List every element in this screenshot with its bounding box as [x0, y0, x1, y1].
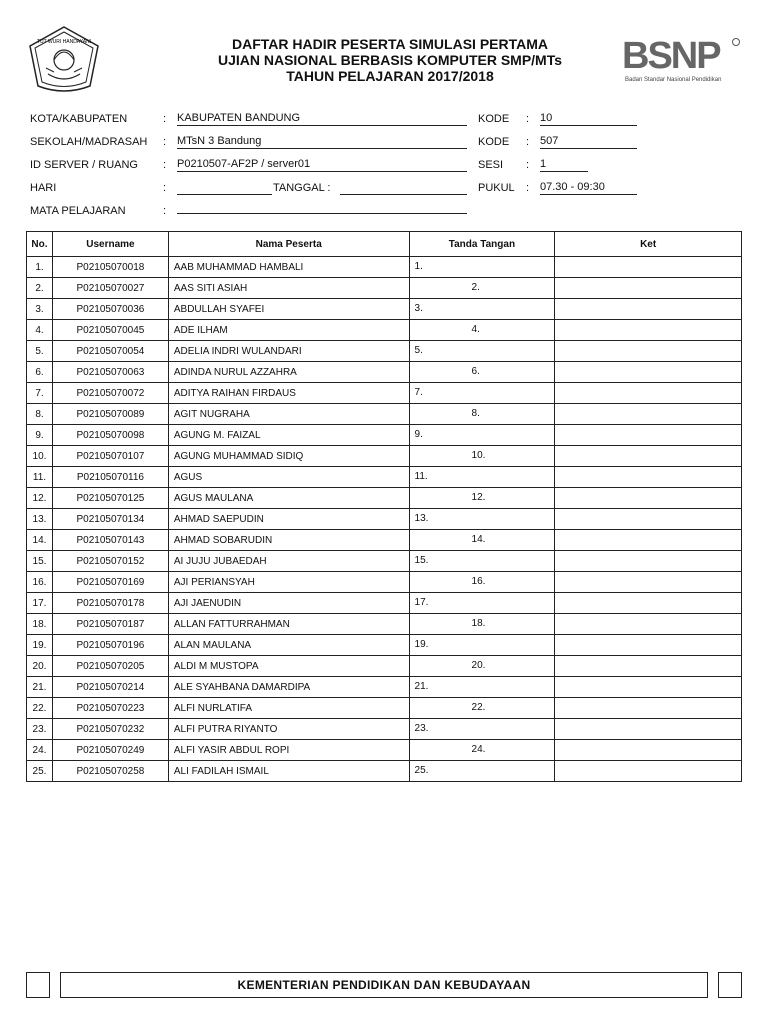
signature-number: 16.: [471, 576, 486, 587]
header-nama: Nama Peserta: [168, 232, 409, 257]
footer-box-right: [718, 972, 742, 998]
cell-ket: [555, 257, 742, 278]
cell-nama: ADELIA INDRI WULANDARI: [168, 341, 409, 362]
cell-username: P02105070054: [52, 341, 168, 362]
cell-no: 8.: [27, 404, 53, 425]
table-row: [27, 572, 742, 593]
cell-ket: [555, 719, 742, 740]
cell-no: 13.: [27, 509, 53, 530]
cell-username: P02105070098: [52, 425, 168, 446]
cell-signature: [409, 467, 555, 488]
cell-ket: [555, 698, 742, 719]
cell-username: P02105070143: [52, 530, 168, 551]
cell-nama: AJI JAENUDIN: [168, 593, 409, 614]
mapel-colon: :: [163, 205, 167, 217]
cell-ket: [555, 635, 742, 656]
sesi-colon: :: [526, 159, 530, 171]
cell-no: 24.: [27, 740, 53, 761]
cell-no: 20.: [27, 656, 53, 677]
cell-username: P02105070214: [52, 677, 168, 698]
signature-number: 6.: [471, 366, 480, 377]
cell-signature: [409, 509, 555, 530]
cell-nama: ALDI M MUSTOPA: [168, 656, 409, 677]
title-line-2: UJIAN NASIONAL BERBASIS KOMPUTER SMP/MTs: [217, 52, 563, 68]
cell-signature: [409, 425, 555, 446]
cell-username: P02105070027: [52, 278, 168, 299]
cell-no: 16.: [27, 572, 53, 593]
attendance-table: [26, 231, 742, 782]
cell-signature: [409, 404, 555, 425]
cell-ket: [555, 530, 742, 551]
header-tanda-tangan: Tanda Tangan: [409, 232, 555, 257]
table-row: [27, 446, 742, 467]
cell-username: P02105070089: [52, 404, 168, 425]
cell-no: 14.: [27, 530, 53, 551]
table-row: [27, 425, 742, 446]
signature-number: 9.: [414, 429, 423, 440]
title-line-3: TAHUN PELAJARAN 2017/2018: [286, 68, 494, 84]
cell-signature: [409, 278, 555, 299]
cell-ket: [555, 362, 742, 383]
cell-ket: [555, 278, 742, 299]
cell-username: P02105070045: [52, 320, 168, 341]
signature-number: 8.: [471, 408, 480, 419]
cell-username: P02105070178: [52, 593, 168, 614]
cell-signature: [409, 446, 555, 467]
kode1-value: 10: [540, 112, 637, 126]
tanggal-label: TANGGAL :: [273, 182, 331, 194]
kota-value: KABUPATEN BANDUNG: [177, 112, 467, 126]
cell-no: 11.: [27, 467, 53, 488]
cell-ket: [555, 320, 742, 341]
cell-no: 25.: [27, 761, 53, 782]
pukul-colon: :: [526, 182, 530, 194]
cell-username: P02105070258: [52, 761, 168, 782]
cell-nama: AGUS: [168, 467, 409, 488]
signature-number: 2.: [471, 282, 480, 293]
cell-username: P02105070036: [52, 299, 168, 320]
cell-ket: [555, 740, 742, 761]
bsnp-subtitle: Badan Standar Nasional Pendidikan: [625, 77, 722, 83]
cell-signature: [409, 719, 555, 740]
cell-nama: AGIT NUGRAHA: [168, 404, 409, 425]
table-row: [27, 551, 742, 572]
table-row: [27, 488, 742, 509]
sekolah-colon: :: [163, 136, 167, 148]
signature-number: 21.: [414, 681, 429, 692]
cell-nama: ABDULLAH SYAFEI: [168, 299, 409, 320]
cell-no: 1.: [27, 257, 53, 278]
table-row: [27, 467, 742, 488]
signature-number: 7.: [414, 387, 423, 398]
cell-no: 9.: [27, 425, 53, 446]
tut-wuri-handayani-logo-icon: [24, 24, 104, 96]
cell-username: P02105070169: [52, 572, 168, 593]
server-value: P0210507-AF2P / server01: [177, 158, 467, 172]
cell-nama: ADINDA NURUL AZZAHRA: [168, 362, 409, 383]
cell-username: P02105070134: [52, 509, 168, 530]
cell-signature: [409, 740, 555, 761]
cell-nama: AAS SITI ASIAH: [168, 278, 409, 299]
cell-signature: [409, 551, 555, 572]
cell-username: P02105070152: [52, 551, 168, 572]
cell-signature: [409, 677, 555, 698]
signature-number: 17.: [414, 597, 429, 608]
cell-signature: [409, 362, 555, 383]
cell-username: P02105070125: [52, 488, 168, 509]
cell-no: 4.: [27, 320, 53, 341]
cell-signature: [409, 593, 555, 614]
cell-nama: AI JUJU JUBAEDAH: [168, 551, 409, 572]
mapel-label: MATA PELAJARAN: [30, 205, 126, 217]
table-row: [27, 698, 742, 719]
cell-signature: [409, 635, 555, 656]
cell-username: P02105070018: [52, 257, 168, 278]
table-row: [27, 341, 742, 362]
table-row: [27, 530, 742, 551]
cell-ket: [555, 299, 742, 320]
cell-username: P02105070107: [52, 446, 168, 467]
cell-no: 21.: [27, 677, 53, 698]
cell-no: 10.: [27, 446, 53, 467]
cell-nama: AGUNG M. FAIZAL: [168, 425, 409, 446]
cell-ket: [555, 467, 742, 488]
pukul-value: 07.30 - 09:30: [540, 181, 637, 195]
cell-ket: [555, 509, 742, 530]
cell-ket: [555, 593, 742, 614]
cell-signature: [409, 299, 555, 320]
signature-number: 5.: [414, 345, 423, 356]
table-row: [27, 677, 742, 698]
table-row: [27, 761, 742, 782]
hari-colon: :: [163, 182, 167, 194]
cell-no: 2.: [27, 278, 53, 299]
hari-label: HARI: [30, 182, 57, 194]
table-row: [27, 404, 742, 425]
cell-nama: AGUS MAULANA: [168, 488, 409, 509]
bsnp-logo: [622, 36, 742, 88]
sekolah-label: SEKOLAH/MADRASAH: [30, 136, 148, 148]
cell-nama: ALFI NURLATIFA: [168, 698, 409, 719]
cell-nama: ALAN MAULANA: [168, 635, 409, 656]
cell-nama: ALFI YASIR ABDUL ROPI: [168, 740, 409, 761]
table-row: [27, 614, 742, 635]
signature-number: 23.: [414, 723, 429, 734]
cell-ket: [555, 383, 742, 404]
table-row: [27, 362, 742, 383]
registered-mark-icon: [732, 38, 740, 46]
signature-number: 10.: [471, 450, 486, 461]
header-ket: Ket: [555, 232, 742, 257]
cell-signature: [409, 572, 555, 593]
document-title: [150, 36, 630, 84]
sesi-label: SESI: [478, 159, 504, 171]
cell-no: 5.: [27, 341, 53, 362]
cell-nama: AHMAD SAEPUDIN: [168, 509, 409, 530]
cell-ket: [555, 677, 742, 698]
signature-number: 24.: [471, 744, 486, 755]
cell-no: 7.: [27, 383, 53, 404]
kode2-value: 507: [540, 135, 637, 149]
cell-nama: ALFI PUTRA RIYANTO: [168, 719, 409, 740]
cell-signature: [409, 320, 555, 341]
table-body: [27, 257, 742, 782]
cell-ket: [555, 446, 742, 467]
cell-ket: [555, 761, 742, 782]
cell-signature: [409, 530, 555, 551]
server-label: ID SERVER / RUANG: [30, 159, 138, 171]
cell-signature: [409, 341, 555, 362]
cell-ket: [555, 404, 742, 425]
sesi-value: 1: [540, 158, 588, 172]
signature-number: 18.: [471, 618, 486, 629]
cell-nama: ADE ILHAM: [168, 320, 409, 341]
server-colon: :: [163, 159, 167, 171]
table-row: [27, 383, 742, 404]
signature-number: 25.: [414, 765, 429, 776]
cell-no: 22.: [27, 698, 53, 719]
cell-no: 6.: [27, 362, 53, 383]
cell-username: P02105070063: [52, 362, 168, 383]
cell-nama: ADITYA RAIHAN FIRDAUS: [168, 383, 409, 404]
table-row: [27, 635, 742, 656]
footer-box-left: [26, 972, 50, 998]
cell-nama: ALE SYAHBANA DAMARDIPA: [168, 677, 409, 698]
cell-signature: [409, 257, 555, 278]
signature-number: 15.: [414, 555, 429, 566]
cell-username: P02105070249: [52, 740, 168, 761]
cell-username: P02105070223: [52, 698, 168, 719]
cell-signature: [409, 698, 555, 719]
cell-no: 17.: [27, 593, 53, 614]
table-row: [27, 509, 742, 530]
sekolah-value: MTsN 3 Bandung: [177, 135, 467, 149]
signature-number: 13.: [414, 513, 429, 524]
cell-no: 18.: [27, 614, 53, 635]
cell-ket: [555, 425, 742, 446]
signature-number: 12.: [471, 492, 486, 503]
table-row: [27, 719, 742, 740]
table-row: [27, 593, 742, 614]
cell-ket: [555, 572, 742, 593]
cell-ket: [555, 551, 742, 572]
cell-username: P02105070187: [52, 614, 168, 635]
cell-ket: [555, 614, 742, 635]
cell-signature: [409, 761, 555, 782]
signature-number: 20.: [471, 660, 486, 671]
signature-number: 3.: [414, 303, 423, 314]
cell-signature: [409, 656, 555, 677]
cell-no: 3.: [27, 299, 53, 320]
cell-no: 12.: [27, 488, 53, 509]
cell-signature: [409, 614, 555, 635]
cell-username: P02105070205: [52, 656, 168, 677]
cell-username: P02105070232: [52, 719, 168, 740]
cell-username: P02105070072: [52, 383, 168, 404]
hari-value: [177, 181, 272, 195]
footer-ministry: KEMENTERIAN PENDIDIKAN DAN KEBUDAYAAN: [60, 972, 708, 998]
kode1-colon: :: [526, 113, 530, 125]
cell-ket: [555, 488, 742, 509]
kota-colon: :: [163, 113, 167, 125]
cell-nama: AHMAD SOBARUDIN: [168, 530, 409, 551]
header-username: Username: [52, 232, 168, 257]
cell-nama: ALLAN FATTURRAHMAN: [168, 614, 409, 635]
mapel-value: [177, 200, 467, 214]
pukul-label: PUKUL: [478, 182, 515, 194]
tanggal-value: [340, 181, 467, 195]
cell-no: 19.: [27, 635, 53, 656]
table-row: [27, 257, 742, 278]
cell-nama: AGUNG MUHAMMAD SIDIQ: [168, 446, 409, 467]
cell-signature: [409, 383, 555, 404]
cell-ket: [555, 656, 742, 677]
table-row: [27, 278, 742, 299]
header-no: No.: [27, 232, 53, 257]
cell-nama: ALI FADILAH ISMAIL: [168, 761, 409, 782]
table-row: [27, 320, 742, 341]
signature-number: 22.: [471, 702, 486, 713]
cell-no: 15.: [27, 551, 53, 572]
signature-number: 11.: [414, 471, 428, 482]
cell-nama: AAB MUHAMMAD HAMBALI: [168, 257, 409, 278]
title-line-1: DAFTAR HADIR PESERTA SIMULASI PERTAMA: [231, 36, 549, 52]
kode1-label: KODE: [478, 113, 510, 125]
cell-ket: [555, 341, 742, 362]
signature-number: 1.: [414, 261, 423, 272]
kota-label: KOTA/KABUPATEN: [30, 113, 128, 125]
kode2-label: KODE: [478, 136, 510, 148]
cell-username: P02105070196: [52, 635, 168, 656]
kode2-colon: :: [526, 136, 530, 148]
signature-number: 14.: [471, 534, 486, 545]
table-row: [27, 656, 742, 677]
logo-text: TUT WURI HANDAYANI: [36, 39, 92, 45]
table-row: [27, 740, 742, 761]
table-header-row: [27, 232, 742, 257]
signature-number: 19.: [414, 639, 429, 650]
cell-username: P02105070116: [52, 467, 168, 488]
cell-nama: AJI PERIANSYAH: [168, 572, 409, 593]
cell-signature: [409, 488, 555, 509]
cell-no: 23.: [27, 719, 53, 740]
table-row: [27, 299, 742, 320]
bsnp-logo-text: BSNP: [622, 35, 720, 77]
signature-number: 4.: [471, 324, 480, 335]
